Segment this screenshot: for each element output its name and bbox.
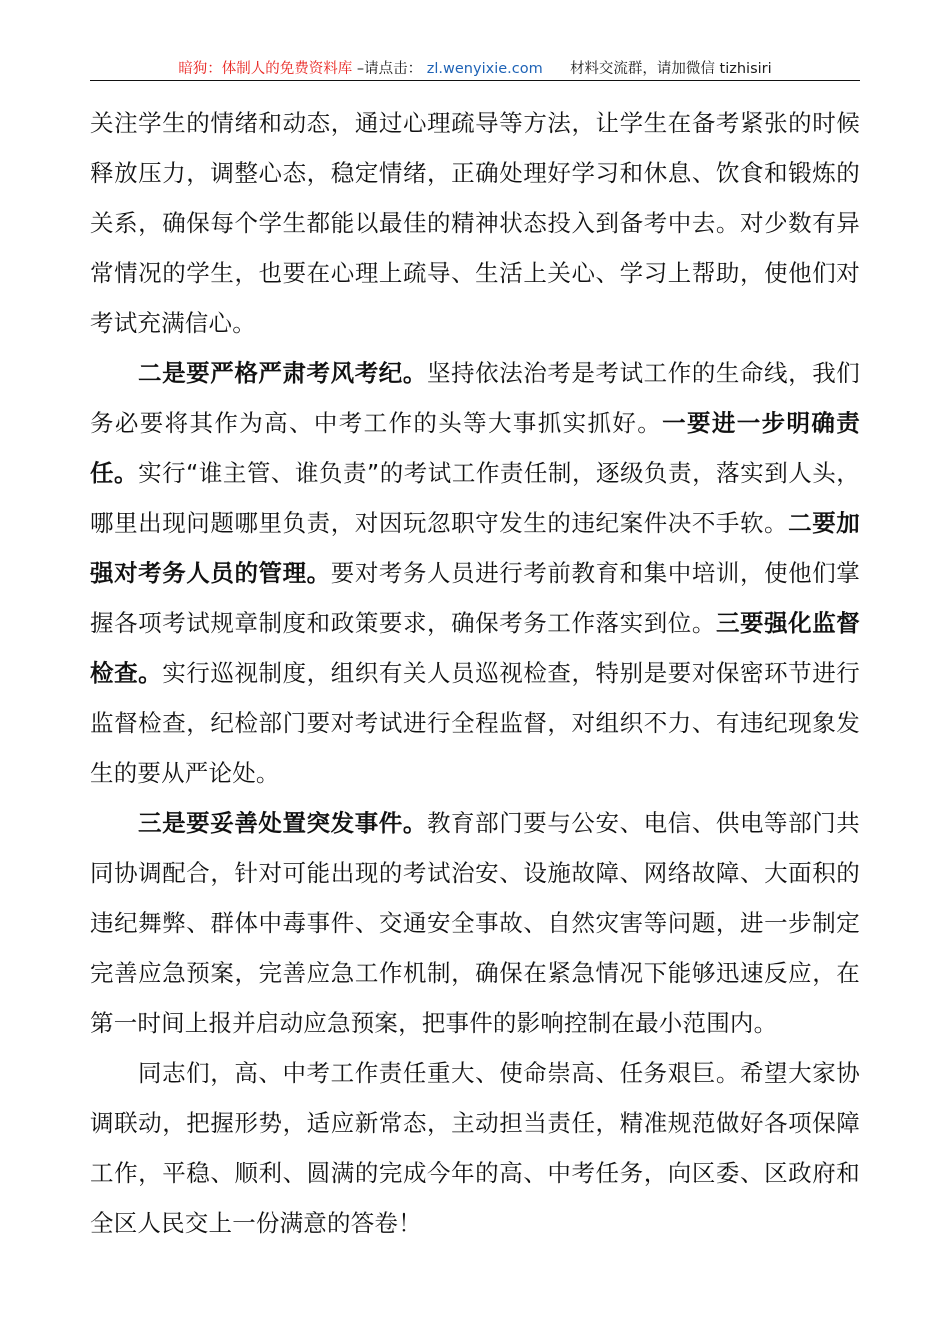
section-heading: 三是要妥善处置突发事件。	[138, 809, 427, 837]
paragraph-exam-discipline	[90, 348, 860, 798]
subpoint-heading: 一要进一步明确责任。	[90, 409, 860, 487]
paragraph-text: 坚持依法治考是考试工作的生命线，我们务必要将其作为高、中考工作的头等大事抓实抓好。	[90, 359, 860, 437]
paragraph-text: 关注学生的情绪和动态，通过心理疏导等方法，让学生在备考紧张的时候释放压力，调整心态，稳定情绪，正确处理好学习和休息、饮食和锻炼的关系，确保每个学生都能以最佳的精神状态投入到备考中去。对少数有异常情况的学生，也要在心理上疏导、生活上关心、学习上帮助，使他们对考试充满信心。	[90, 109, 860, 337]
wechat-note: 材料交流群，请加微信 tizhisiri	[569, 61, 772, 77]
paragraph-emergency-handling	[90, 798, 860, 1048]
document-body	[90, 98, 860, 1248]
paragraph-closing	[90, 1048, 860, 1248]
site-label: 暗狗：体制人的免费资料库	[178, 61, 353, 77]
paragraph-student-care	[90, 98, 860, 348]
section-heading: 二是要严格严肃考风考纪。	[138, 359, 427, 387]
click-prompt: –请点击：	[356, 61, 423, 77]
site-url-link[interactable]: zl.wenyixie.com	[426, 61, 543, 77]
paragraph-text: 要对考务人员进行考前教育和集中培训，使他们掌握各项考试规章制度和政策要求，确保考务工作落实到位。	[90, 559, 861, 637]
paragraph-text: 同志们，高、中考工作责任重大、使命崇高、任务艰巨。希望大家协调联动，把握形势，适应新常态，主动担当责任，精准规范做好各项保障工作，平稳、顺利、圆满的完成今年的高、中考任务，向区委、区政府和全区人民交上一份满意的答卷！	[90, 1059, 860, 1237]
paragraph-text: 实行“谁主管、谁负责”的考试工作责任制，逐级负责，落实到人头，哪里出现问题哪里负责，对因玩忽职守发生的违纪案件决不手软。	[90, 459, 860, 537]
subpoint-heading: 二要加强对考务人员的管理。	[90, 509, 860, 587]
header-divider	[90, 80, 860, 81]
paragraph-text: 教育部门要与公安、电信、供电等部门共同协调配合，针对可能出现的考试治安、设施故障、网络故障、大面积的违纪舞弊、群体中毒事件、交通安全事故、自然灾害等问题，进一步制定完善应急预案，完善应急工作机制，确保在紧急情况下能够迅速反应，在第一时间上报并启动应急预案，把事件的影响控制在最小范围内。	[90, 809, 860, 1037]
page-header	[90, 58, 860, 80]
paragraph-text: 实行巡视制度，组织有关人员巡视检查，特别是要对保密环节进行监督检查，纪检部门要对考试进行全程监督，对组织不力、有违纪现象发生的要从严论处。	[90, 659, 860, 787]
subpoint-heading: 三要强化监督检查。	[90, 609, 861, 687]
